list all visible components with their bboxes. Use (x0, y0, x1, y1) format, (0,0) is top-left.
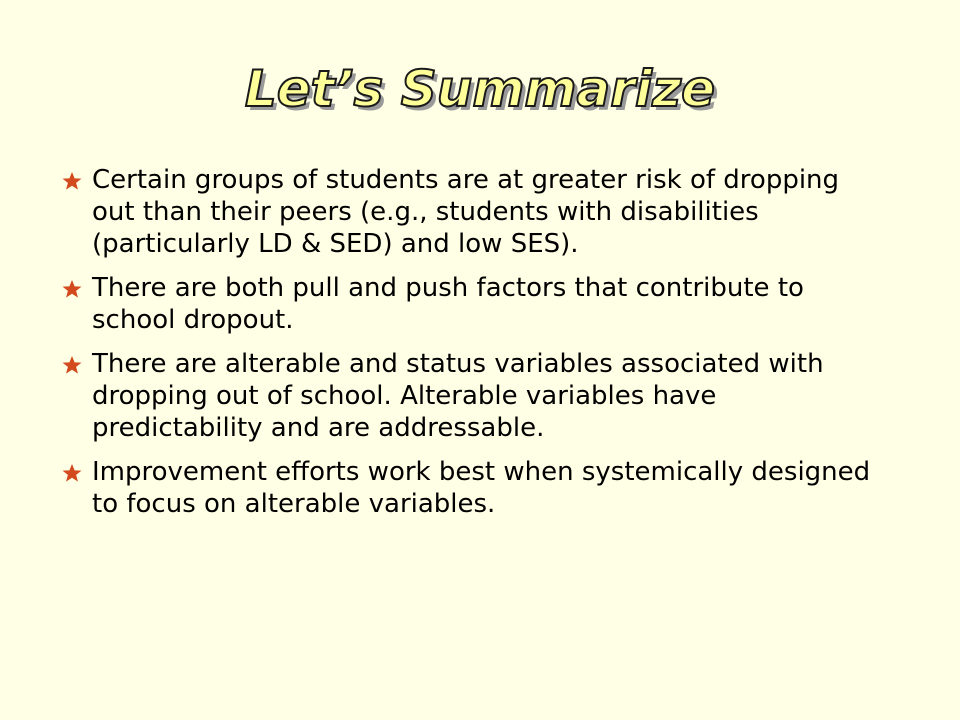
bullet-text: Improvement efforts work best when systemically designed to focus on alterable variables. (92, 457, 871, 519)
star-icon (62, 171, 82, 191)
bullet-text: Certain groups of students are at greater risk of dropping out than their peers (e.g., students with disabilities (particularly LD & SED) and low SES). (92, 165, 840, 259)
bullet-item (62, 348, 882, 444)
star-icon (62, 463, 82, 483)
bullet-text: There are both pull and push factors that contribute to school dropout. (92, 273, 804, 335)
bullet-item (62, 164, 882, 260)
bullet-text: There are alterable and status variables associated with dropping out of school. Alterable variables have predictability and are addressable. (92, 349, 824, 443)
bullet-item (62, 272, 882, 336)
star-icon (62, 279, 82, 299)
bullet-list (62, 164, 882, 532)
slide-title: Let’s Summarize (244, 60, 716, 118)
star-icon (62, 355, 82, 375)
bullet-item (62, 456, 882, 520)
